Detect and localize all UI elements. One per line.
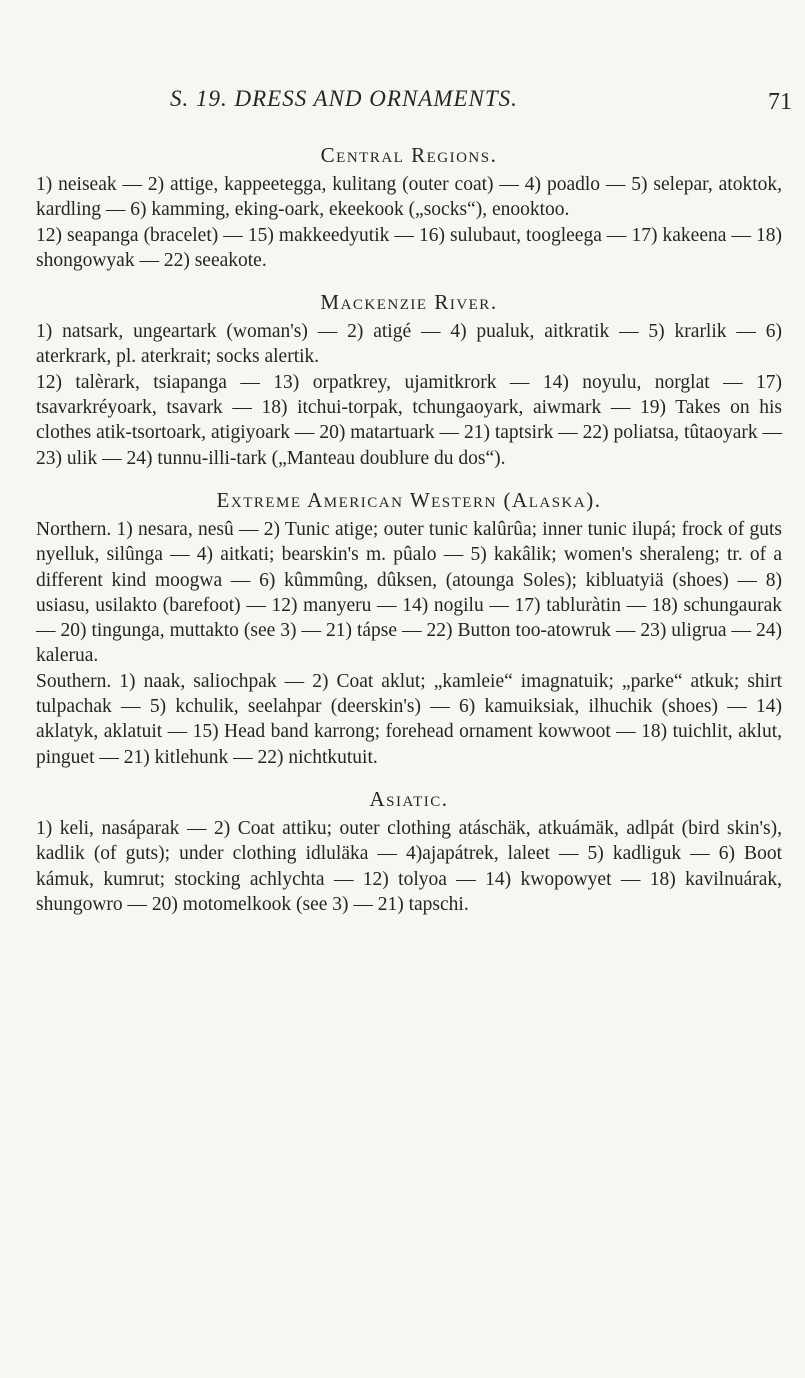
central-paragraph-1: 1) neiseak — 2) attige, kappeetegga, kulitang (outer coat) — 4) poadlo — 5) selepar, atoktok, kardling — 6) kamming, eking-oark, ekeekook („socks“), enooktoo. <box>36 174 782 221</box>
central-paragraph-2: 12) seapanga (bracelet) — 15) makkeedyutik — 16) sulubaut, toogleega — 17) kakeena — 18) shongowyak — 22) seeakote. <box>36 224 782 271</box>
asiatic-paragraph: 1) keli, nasáparak — 2) Coat attiku; outer clothing atáschäk, atkuámäk, adlpát (bird skin's), kadlik (of guts); under clothing idluläka — 4)ajapátrek, laleet — 5) kadliguk — 6) Boot kámuk, kumrut; stocking achlychta — 12) tolyoa — 14) kwopowyet — 18) kavilnuárak, shungowro — 20) motomelkook (see 3) — 21) tapschi. <box>36 817 782 915</box>
running-head: S. 19. DRESS AND ORNAMENTS. <box>170 86 518 111</box>
mackenzie-paragraph-2: 12) talèrark, tsiapanga — 13) orpatkrey, ujamitkrork — 14) noyulu, norglat — 17) tsavarkréyoark, tsavark — 18) itchui-torpak, tchungaoyark, aiwmark — 19) Takes on his clothes atik-tsortoark, atigiyoark — 20) matartuark — 21) taptsirk — 22) poliatsa, tûtaoyark — 23) ulik — 24) tunnu-illi-tark („Manteau doublure du dos“). <box>36 371 782 469</box>
section-heading-asiatic: Asiatic. <box>369 786 449 811</box>
section-heading-alaska: Extreme American Western (Alaska). <box>216 487 602 512</box>
alaska-southern-paragraph: Southern. 1) naak, saliochpak — 2) Coat aklut; „kamleie“ imagnatuik; „parke“ atkuk; shirt tulpachak — 5) kchulik, seelahpar (deerskin's) — 6) kamuiksiak, ilhuchik (shoes) — 14) aklatyk, aklatuit — 15) Head band karrong; forehead ornament kowwoot — 18) tuichlit, aklut, pinguet — 21) kitlehunk — 22) nichtkutuit. <box>36 670 782 768</box>
section-heading-central-regions: Central Regions. <box>320 143 498 167</box>
section-heading-mackenzie-river: Mackenzie River. <box>320 290 498 315</box>
page-number: 71 <box>768 89 792 115</box>
text-block <box>36 138 782 917</box>
alaska-northern-paragraph: Northern. 1) nesara, nesû — 2) Tunic atige; outer tunic kalûrûa; inner tunic ilupá; frock of guts nyelluk, silûnga — 4) aitkati; bearskin's m. pûalo — 5) kakâlik; women's sheraleng; tr. of a different kind moogwa — 6) kûmmûng, dûksen, (atounga Soles); kibluatyiä (shoes) — 8) usiasu, usilakto (barefoot) — 12) manyeru — 14) nogilu — 17) tabluràtin — 18) schungaurak — 20) tingunga, muttakto (see 3) — 21) tápse — 22) Button too-atowruk — 23) uligrua — 24) kalerua. <box>36 518 782 667</box>
mackenzie-paragraph-1: 1) natsark, ungeartark (woman's) — 2) atigé — 4) pualuk, aitkratik — 5) krarlik — 6) aterkrark, pl. aterkrait; socks alertik. <box>36 321 782 368</box>
